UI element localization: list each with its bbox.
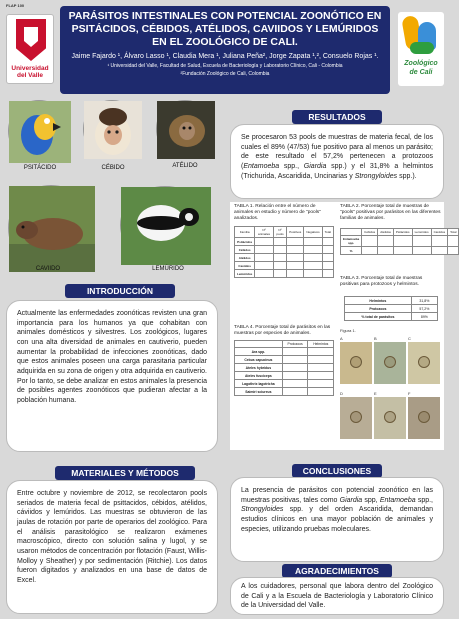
photo-lemurido <box>120 186 210 264</box>
figure-panel-label: A <box>340 336 343 341</box>
label-psitacido: PSITÁCIDO <box>23 165 57 171</box>
table-cell <box>378 247 394 255</box>
table-cell: Caviidos <box>235 262 255 270</box>
table-cell <box>282 348 308 356</box>
table-cell <box>255 262 273 270</box>
title-banner <box>60 6 390 94</box>
table-header-row <box>235 227 334 238</box>
zoo-logo-text: de Cali <box>409 69 433 76</box>
micrograph-panel <box>340 342 372 384</box>
table-header-cell: Psitácidos <box>393 229 412 236</box>
table-cell <box>362 247 378 255</box>
affiliation-2: ²Fundación Zoológico de Cali, Colombia <box>180 71 270 78</box>
photo-psitacido <box>8 100 70 162</box>
table-cell <box>282 372 308 380</box>
table-cell <box>273 238 287 246</box>
micrograph-panel <box>408 342 440 384</box>
table-cell <box>287 270 304 278</box>
table-cell <box>308 348 334 356</box>
table-cell: 57,2% <box>411 305 437 313</box>
poster-title: PARÁSITOS INTESTINALES CON POTENCIAL ZOONÓTICO EN PSITÁCIDOS, CÉBIDOS, ATÉLIDOS, CAVIIDOS Y LEMÚRIDOS EN EL ZOOLÓGICO DE CALI. <box>68 10 382 49</box>
table-cell <box>273 246 287 254</box>
zoo-cali-logo <box>398 12 444 86</box>
tabla1-caption: TABLA 1. Relación entre el número de animales en estudio y número de "pools" analizados. <box>234 204 321 221</box>
table-cell <box>431 247 448 255</box>
table-cell <box>304 262 322 270</box>
table-header-cell: Positivos <box>287 227 304 238</box>
table-cell: Lagothrix lagotricha <box>235 380 283 388</box>
table-cell: Ateles hybridus <box>235 364 283 372</box>
table-row <box>235 262 334 270</box>
table-cell <box>322 238 333 246</box>
conclusiones-text: La presencia de parásitos con potencial zoonótico en las muestras positivas, tales como Giardia spp, Entamoeba spp., Strongyloides spp. y del orden Ascaridida, demandan estudios clínicos en una mayor población de animales y especies, utilizando pruebas moleculares. <box>241 487 433 533</box>
table-row <box>235 380 334 388</box>
authors: Jaime Fajardo ¹, Álvaro Lasso ¹, Claudia Mera ¹, Juliana Peña², Jorge Zapata ¹,², Consuelo Rojas ¹. <box>71 53 379 61</box>
table-row <box>345 305 438 313</box>
label-caviido: CAVIIDO <box>35 266 61 272</box>
label-lemurido: LEMÚRIDO <box>152 266 184 272</box>
agradecimientos-box <box>230 577 444 615</box>
table-header-cell: Helmintos <box>308 341 334 348</box>
univalle-shield-icon <box>16 19 46 61</box>
table-row <box>235 254 334 262</box>
affiliation-1: ¹ Universidad del Valle, Facultad de Salud, Escuela de Bacteriología y Laboratorio Clínico, Cali - Colombia <box>107 63 343 70</box>
zoo-logo-shape <box>410 42 434 54</box>
table-cell <box>287 238 304 246</box>
figure-panel-label: F <box>408 391 411 396</box>
table-header-row <box>341 229 459 236</box>
table-cell: Ara spp. <box>235 348 283 356</box>
table-header-cell <box>235 341 283 348</box>
table-header-cell: Total <box>322 227 333 238</box>
micrograph-panel <box>374 342 406 384</box>
table-cell: Lemúridos <box>235 270 255 278</box>
table-header-cell: Negativos <box>304 227 322 238</box>
table-cell <box>308 372 334 380</box>
table-cell <box>322 270 333 278</box>
table-cell <box>287 246 304 254</box>
table-cell <box>393 236 412 247</box>
parrot-illustration <box>9 101 71 163</box>
tabla3-caption: TABLA 3. Porcentaje total de muestras positivas para protozoos y helmintos. <box>340 276 423 287</box>
parasite-egg-icon <box>384 356 396 368</box>
table-row <box>235 238 334 246</box>
univalle-logo <box>6 14 54 84</box>
parasite-egg-icon <box>350 356 362 368</box>
table-cell <box>322 254 333 262</box>
table-cell <box>255 246 273 254</box>
table-cell <box>448 247 459 255</box>
table-cell <box>304 246 322 254</box>
figure-panel-label: E <box>374 391 377 396</box>
micrograph-panel <box>374 397 406 439</box>
table-row <box>235 388 334 396</box>
table-cell <box>304 270 322 278</box>
table-cell <box>322 246 333 254</box>
table-cell <box>308 388 334 396</box>
table-row <box>235 348 334 356</box>
table-header-cell: Total <box>448 229 459 236</box>
table-cell <box>255 254 273 262</box>
table-cell: Helmintos <box>345 297 412 305</box>
table-header-cell: Lemúridos <box>412 229 431 236</box>
table-header-cell: Nº pools <box>273 227 287 238</box>
table-row <box>341 236 459 247</box>
resultados-box <box>230 124 444 199</box>
table-row <box>341 247 459 255</box>
tabla3 <box>344 296 438 321</box>
table-cell <box>287 254 304 262</box>
photo-caviido <box>8 185 94 271</box>
table-header-cell: Nº animales <box>255 227 273 238</box>
parasite-egg-icon <box>350 411 362 423</box>
tabla2-caption: TABLA 2. Porcentaje total de muestras de "pools" positivas por parásitos en las diferentes familias de animales. <box>340 204 441 221</box>
parasite-egg-icon <box>418 411 430 423</box>
spider-monkey-illustration <box>157 101 215 159</box>
table-cell <box>322 262 333 270</box>
table-header-cell: Cébidos <box>362 229 378 236</box>
table-cell: % total de parásitos <box>345 313 412 321</box>
introduccion-text: Actualmente las enfermedades zoonóticas revisten una gran importancia para los humanos ya que cohabitan con animales domésticos y silvestres. Los zoológicos, lugares con una alta diversidad de animales en cautiverio, pueden aumentar la probabilidad de infecciones zoonóticas, dado que estos animales poseen una carga parasitaria particular adquirida en su zona de origen y otra adquirida en cautiverio. Por lo tanto, se debe analizar en estos animales la presencia de posibles agentes zoonóticos que pudieran afectar a la población humana. <box>17 310 207 404</box>
table-cell <box>412 247 431 255</box>
table-row <box>235 364 334 372</box>
table-cell <box>308 356 334 364</box>
zoo-logo-text: Zoológico <box>404 60 438 67</box>
table-cell <box>255 238 273 246</box>
table-header-cell: Protozoos <box>282 341 308 348</box>
parasite-egg-icon <box>418 356 430 368</box>
table-cell <box>273 262 287 270</box>
table-row <box>235 372 334 380</box>
figure-panel-label: C <box>408 336 411 341</box>
figura-caption: Figura 1. <box>340 328 356 333</box>
metodos-text: Entre octubre y noviembre de 2012, se recolectaron pools seriados de materia fecal de psittacidos, cébidos, atélidos, cáviidos y lemúridos. Las muestras se obtuvieron de las jaulas de rotación por parte de operarios del zoológico. Para el análisis parasitológico se realizaron exámenes macroscópico, directo con solución salina y lugol, y se usaron métodos de concentración por flotación (Faust, Willis-Molloy y Sheather) y por sedimentación (Ritchie). Los datos fueron digitados y analizados en una base de datos de Excel. <box>17 490 207 584</box>
table-cell <box>308 364 334 372</box>
figura-1-micrographs <box>340 336 442 446</box>
tabla1 <box>234 226 334 278</box>
photo-cebido <box>83 100 141 158</box>
resultados-text: Se procesaron 53 pools de muestras de materia fecal, de los cuales el 89% (47/53) fue positivo para al menos un parásito; de este resultado el 57,2% pertenecen a protozoos (Entamoeba spp., Giardia spp.) y el 31,8% a helmintos (Trichurida, Ascaridida, Uncinarias y Strongyloides spp.). <box>241 134 433 180</box>
univalle-logo-text: Universidad del Valle <box>11 65 49 80</box>
heading-metodos: MATERIALES Y MÉTODOS <box>55 466 195 480</box>
agradecimientos-text: A los cuidadores, personal que labora dentro del Zoológico de Cali y a la Escuela de Bacteriología y Laboratorio Clínico de la Universidad del Valle. <box>241 583 433 610</box>
heading-conclusiones: CONCLUSIONES <box>292 464 382 478</box>
heading-agradecimientos: AGRADECIMIENTOS <box>282 564 392 578</box>
tabla4 <box>234 340 334 396</box>
table-cell <box>255 270 273 278</box>
table-header-cell: Familia <box>235 227 255 238</box>
table-cell: Cébidos <box>235 246 255 254</box>
table-header-cell: Atélidos <box>378 229 394 236</box>
table-cell <box>287 262 304 270</box>
table-cell: Psitácidos <box>235 238 255 246</box>
table-cell <box>412 236 431 247</box>
table-cell: Saimiri sciureus <box>235 388 283 396</box>
table-cell: Protozoos <box>345 305 412 313</box>
table-cell: Ateles fusciceps <box>235 372 283 380</box>
micrograph-panel <box>408 397 440 439</box>
table-cell: Entamoeba spp. <box>341 236 362 247</box>
table-cell <box>431 236 448 247</box>
table-cell: 89% <box>411 313 437 321</box>
photo-atelido <box>156 100 214 158</box>
figure-panel-label: D <box>340 391 343 396</box>
tabla2 <box>340 228 459 255</box>
table-header-cell: Caviidos <box>431 229 448 236</box>
heading-introduccion: INTRODUCCIÓN <box>65 284 175 298</box>
lemur-illustration <box>121 187 211 265</box>
capuchin-illustration <box>84 101 142 159</box>
micrograph-panel <box>340 397 372 439</box>
table-row <box>235 246 334 254</box>
table-cell <box>308 380 334 388</box>
table-cell <box>282 388 308 396</box>
capybara-illustration <box>9 186 95 272</box>
conclusiones-box <box>230 477 444 562</box>
table-row <box>345 313 438 321</box>
parasite-egg-icon <box>384 411 396 423</box>
table-cell: Atélidos <box>235 254 255 262</box>
figure-panel-label: B <box>374 336 377 341</box>
table-cell <box>362 236 378 247</box>
table-cell <box>378 236 394 247</box>
table-row <box>345 297 438 305</box>
label-atelido: ATÉLIDO <box>172 163 198 169</box>
table-cell <box>393 247 412 255</box>
metodos-box <box>6 480 218 614</box>
table-header-cell <box>341 229 362 236</box>
table-cell <box>304 238 322 246</box>
table-cell <box>282 380 308 388</box>
heading-resultados: RESULTADOS <box>292 110 382 124</box>
table-row <box>235 270 334 278</box>
table-cell <box>282 364 308 372</box>
label-cebido: CÉBIDO <box>101 165 125 171</box>
tabla4-caption: TABLA 4. Porcentaje total de parásitos en las muestras por especies de animales. <box>234 325 331 336</box>
table-cell: 31,8% <box>411 297 437 305</box>
table-cell: % <box>341 247 362 255</box>
poster-code: FLAP 100 <box>6 3 25 8</box>
table-cell <box>273 270 287 278</box>
table-header-row <box>235 341 334 348</box>
table-cell <box>282 356 308 364</box>
table-cell <box>304 254 322 262</box>
introduccion-box <box>6 300 218 452</box>
table-cell: Cebus capucinus <box>235 356 283 364</box>
table-row <box>235 356 334 364</box>
table-cell <box>448 236 459 247</box>
table-cell <box>273 254 287 262</box>
